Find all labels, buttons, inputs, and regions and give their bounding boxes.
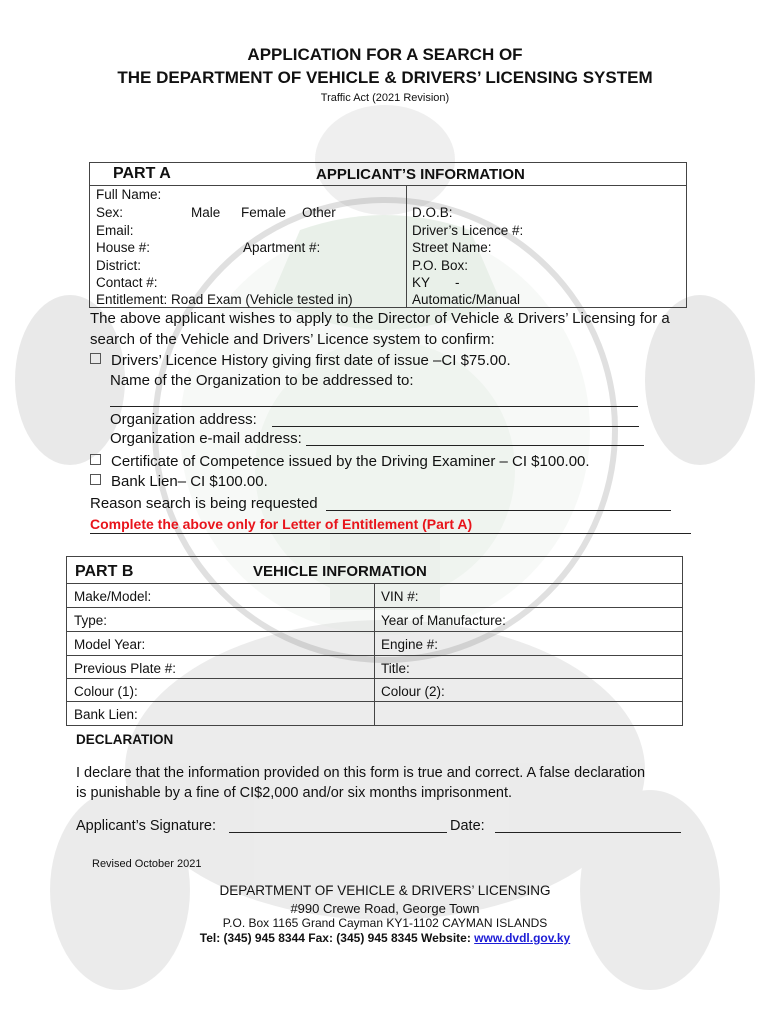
option-certificate-label: Certificate of Competence issued by the Driving Examiner – CI $100.00. [111, 453, 590, 470]
footer-contact [0, 931, 770, 945]
colour-2-field[interactable]: Colour (2): [381, 684, 445, 699]
declaration-heading: DECLARATION [76, 732, 174, 747]
vin-field[interactable]: VIN #: [381, 589, 419, 604]
table-row [67, 678, 682, 679]
entitlement-field[interactable]: Entitlement: Road Exam (Vehicle tested in) [96, 292, 353, 307]
sex-option-female[interactable]: Female [241, 205, 287, 220]
org-name-input-line[interactable] [110, 406, 638, 407]
date-input-line[interactable] [495, 832, 681, 833]
part-a-divider [406, 185, 407, 307]
street-field[interactable]: Street Name: [412, 240, 492, 255]
dob-field[interactable]: D.O.B: [412, 205, 453, 220]
part-b-label: PART B [75, 563, 134, 580]
revised-date: Revised October 2021 [92, 858, 202, 870]
previous-plate-field[interactable]: Previous Plate #: [74, 661, 177, 676]
intro-line2: search of the Vehicle and Drivers’ Licence system to confirm: [90, 331, 495, 348]
apartment-field[interactable]: Apartment #: [243, 240, 321, 255]
option-bank-lien[interactable] [90, 472, 268, 492]
full-name-field[interactable]: Full Name: [96, 187, 162, 202]
org-address-input-line[interactable] [272, 426, 639, 427]
checkbox-licence-history[interactable] [90, 353, 101, 364]
footer-address: #990 Crewe Road, George Town [290, 901, 480, 916]
footer-po-box: P.O. Box 1165 Grand Cayman KY1-1102 CAYMAN ISLANDS [222, 916, 548, 930]
part-a-box [89, 162, 687, 308]
sex-option-other[interactable]: Other [302, 205, 336, 220]
date-label: Date: [450, 818, 485, 834]
part-a-header [90, 163, 686, 186]
footer-department: DEPARTMENT OF VEHICLE & DRIVERS’ LICENSING [219, 883, 551, 898]
part-a-heading: APPLICANT’S INFORMATION [316, 166, 525, 183]
part-b-divider [374, 583, 375, 725]
year-of-manufacture-field[interactable]: Year of Manufacture: [381, 613, 506, 628]
part-b-box [66, 556, 683, 726]
declaration-text-line2: is punishable by a fine of CI$2,000 and/or six months imprisonment. [76, 785, 513, 801]
table-row [67, 583, 682, 584]
contact-field[interactable]: Contact #: [96, 275, 158, 290]
notice-underline [90, 533, 691, 534]
option-licence-history[interactable] [90, 351, 511, 371]
table-row [67, 655, 682, 656]
licence-field[interactable]: Driver’s Licence #: [412, 223, 524, 238]
org-email-label: Organization e-mail address: [110, 430, 302, 447]
option-certificate[interactable] [90, 452, 590, 472]
transmission-field[interactable]: Automatic/Manual [412, 292, 521, 307]
declaration-text-line1: I declare that the information provided on this form is true and correct. A false declaration [76, 765, 646, 781]
house-field[interactable]: House #: [96, 240, 151, 255]
org-address-label: Organization address: [110, 411, 257, 428]
email-field[interactable]: Email: [96, 223, 134, 238]
part-b-heading: VEHICLE INFORMATION [253, 563, 427, 580]
checkbox-certificate[interactable] [90, 454, 101, 465]
form-title-line1: APPLICATION FOR A SEARCH OF [247, 45, 523, 64]
model-year-field[interactable]: Model Year: [74, 637, 146, 652]
reason-input-line[interactable] [326, 510, 671, 511]
ky-postal-field[interactable]: KY [412, 275, 431, 290]
type-field[interactable]: Type: [74, 613, 108, 628]
reason-label: Reason search is being requested [90, 495, 318, 512]
form-subtitle: Traffic Act (2021 Revision) [320, 92, 450, 104]
option-bank-lien-label: Bank Lien– CI $100.00. [111, 473, 268, 490]
ky-postal-dash: - [455, 275, 460, 290]
bank-lien-field[interactable]: Bank Lien: [74, 707, 138, 722]
po-box-field[interactable]: P.O. Box: [412, 258, 469, 273]
website-link[interactable]: www.dvdl.gov.ky [474, 931, 571, 945]
option-licence-history-label: Drivers’ Licence History giving first date of issue –CI $75.00. [111, 352, 511, 369]
signature-label: Applicant’s Signature: [76, 818, 216, 834]
table-row [67, 701, 682, 702]
signature-input-line[interactable] [229, 832, 447, 833]
colour-1-field[interactable]: Colour (1): [74, 684, 138, 699]
make-model-field[interactable]: Make/Model: [74, 589, 152, 604]
intro-line1: The above applicant wishes to apply to the Director of Vehicle & Drivers’ Licensing for a [90, 310, 670, 327]
form-title-line2: THE DEPARTMENT OF VEHICLE & DRIVERS’ LICENSING SYSTEM [117, 68, 653, 87]
engine-field[interactable]: Engine #: [381, 637, 439, 652]
table-row [67, 607, 682, 608]
table-row [67, 631, 682, 632]
sex-option-male[interactable]: Male [191, 205, 221, 220]
part-a-label: PART A [113, 165, 171, 182]
org-email-input-line[interactable] [306, 445, 644, 446]
sex-field: Sex: [96, 205, 124, 220]
district-field[interactable]: District: [96, 258, 141, 273]
part-a-notice: Complete the above only for Letter of Entitlement (Part A) [90, 516, 473, 532]
footer-contact-text: Tel: (345) 945 8344 Fax: (345) 945 8345 Website: [199, 931, 471, 945]
checkbox-bank-lien[interactable] [90, 474, 101, 485]
title-field[interactable]: Title: [381, 661, 410, 676]
org-name-label: Name of the Organization to be addressed to: [110, 372, 414, 389]
